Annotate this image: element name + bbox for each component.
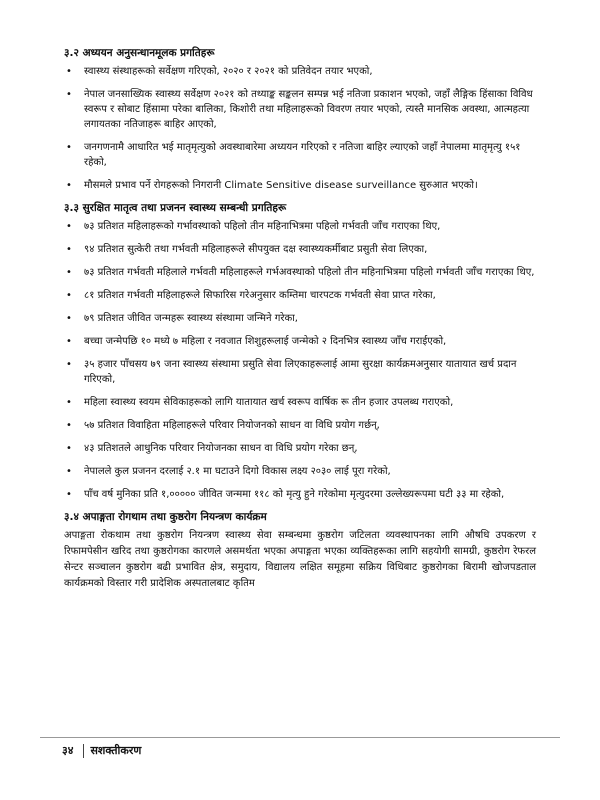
- bullet-icon: •: [66, 397, 72, 408]
- list-item-text: महिला स्वास्थ्य स्वयम सेविकाहरूको लागि यातायात खर्च स्वरूप वार्षिक रू तीन हजार उपलब्ध गराएको,: [84, 397, 454, 408]
- bullet-icon: •: [66, 142, 72, 153]
- list-item: [66, 464, 536, 479]
- footer-label: सशक्तीकरण: [90, 744, 142, 757]
- bullet-list: [66, 219, 536, 502]
- list-item-text: बच्चा जन्मेपछि १० मध्ये ७ महिला र नवजात शिशुहरूलाई जन्मेको २ दिनभित्र स्वास्थ्य जाँच गराईएको,: [84, 336, 447, 347]
- bullet-list: [66, 64, 536, 193]
- list-item: [66, 395, 536, 410]
- list-item-text: ९४ प्रतिशत सुत्केरी तथा गर्भवती महिलाहरूले सीपयुक्त दक्ष स्वास्थ्यकर्मीबाट प्रसुती सेवा लिएका,: [84, 244, 428, 255]
- bullet-icon: •: [66, 244, 72, 255]
- bullet-icon: •: [66, 221, 72, 232]
- bullet-icon: •: [66, 489, 72, 500]
- bullet-icon: •: [66, 180, 72, 191]
- bullet-icon: •: [66, 443, 72, 454]
- list-item: [66, 64, 536, 79]
- list-item-text: मौसमले प्रभाव पर्ने रोगहरूको निगरानी Climate Sensitive disease surveillance सुरुआत भएको।: [84, 180, 478, 191]
- list-item: [66, 487, 536, 502]
- footer-separator: [83, 744, 84, 758]
- list-item-text: ४३ प्रतिशतले आधुनिक परिवार नियोजनका साधन वा विधि प्रयोग गरेका छन्,: [84, 443, 358, 454]
- list-item: [66, 441, 536, 456]
- list-item: [66, 357, 536, 387]
- list-item-text: जनगणनामै आधारित भई मातृमृत्युको अवस्थाबारेमा अध्ययन गरिएको र नतिजा बाहिर ल्याएको जहाँ नेपालमा मातृमृत्यु १५१ रहेको,: [84, 142, 521, 168]
- list-item: [66, 334, 536, 349]
- list-item: [66, 87, 536, 132]
- list-item-text: ७३ प्रतिशत महिलाहरूको गर्भावस्थाको पहिलो तीन महिनाभित्रमा पहिलो गर्भवती जाँच गराएका थिए,: [84, 221, 441, 232]
- bullet-icon: •: [66, 89, 72, 100]
- page-footer: [62, 743, 141, 758]
- bullet-icon: •: [66, 420, 72, 431]
- bullet-icon: •: [66, 66, 72, 77]
- bullet-icon: •: [66, 359, 72, 370]
- bullet-icon: •: [66, 290, 72, 301]
- section-heading: ३.४ अपाङ्गता रोगथाम तथा कुष्ठरोग नियन्त्रण कार्यक्रम: [64, 511, 267, 523]
- bullet-icon: •: [66, 313, 72, 324]
- list-item-text: स्वास्थ्य संस्थाहरूको सर्वेक्षण गरिएको, २०२० र २०२१ को प्रतिवेदन तयार भएको,: [84, 66, 373, 77]
- bullet-icon: •: [66, 466, 72, 477]
- bullet-icon: •: [66, 336, 72, 347]
- list-item: [66, 219, 536, 234]
- bullet-icon: •: [66, 267, 72, 278]
- section-3-4: [66, 510, 536, 592]
- list-item-text: ५७ प्रतिशत विवाहिता महिलाहरूले परिवार नियोजनको साधन वा विधि प्रयोग गर्छन्,: [84, 420, 380, 431]
- section-heading: ३.२ अध्ययन अनुसन्धानमूलक प्रगतिहरू: [64, 47, 215, 59]
- list-item: [66, 140, 536, 170]
- list-item: [66, 178, 536, 193]
- list-item: [66, 288, 536, 303]
- list-item-text: पाँच वर्ष मुनिका प्रति १,००००० जीवित जन्ममा ११८ को मृत्यु हुने गरेकोमा मृत्युदरमा उल्लेख्यरूपमा घटी ३३ मा रहेको,: [84, 489, 505, 500]
- list-item-text: ३५ हजार पाँचसय ७९ जना स्वास्थ्य संस्थामा प्रसुति सेवा लिएकाहरूलाई आमा सुरक्षा कार्यक्रमअनुसार यातायात खर्च प्रदान गरिएको,: [84, 359, 517, 385]
- section-3-2: [66, 46, 536, 193]
- page-content: [66, 46, 536, 592]
- list-item-text: ८१ प्रतिशत गर्भवती महिलाहरूले सिफारिस गरेअनुसार कम्तिमा चारपटक गर्भवती सेवा प्राप्त गरेका,: [84, 290, 436, 301]
- section-3-3: [66, 201, 536, 502]
- list-item-text: नेपालले कुल प्रजनन दरलाई २.१ मा घटाउने दिगो विकास लक्ष्य २०३० लाई पूरा गरेको,: [84, 466, 391, 477]
- list-item: [66, 311, 536, 326]
- list-item: [66, 242, 536, 257]
- footer-divider: [40, 737, 560, 738]
- section-heading: ३.३ सुरक्षित मातृत्व तथा प्रजनन स्वास्थ्य सम्बन्धी प्रगतिहरू: [64, 202, 287, 214]
- list-item-text: ७३ प्रतिशत गर्भवती महिलाले गर्भवती महिलाहरूले गर्भअवस्थाको पहिलो तीन महिनाभित्रमा पहिलो गर्भवती जाँच गराएका थिए,: [84, 267, 535, 278]
- section-paragraph: अपाङ्गता रोकथाम तथा कुष्ठरोग नियन्त्रण स्वास्थ्य सेवा सम्बन्धमा कुष्ठरोग जटिलता व्यवस्थापनका लागि औषधि उपकरण र रिफामपेसीन खरिद तथा कुष्ठरोगका कारणले असमर्थता भएका अपाङ्गता भएका व्यक्तिहरूका लागि सहयोगी सामग्री, कुष्ठरोग रेफरल सेन्टर सञ्चालन कुष्ठरोग बढी प्रभावित क्षेत्र, समुदाय, विद्यालय लक्षित समूहमा सक्रिय विधिबाट कुष्ठरोगका बिरामी खोजपडताल कार्यक्रमको विस्तार गरी प्रादेशिक अस्पतालबाट कृतिम: [64, 530, 536, 589]
- list-item: [66, 265, 536, 280]
- list-item-text: नेपाल जनसाख्यिक स्वास्थ्य सर्वेक्षण २०२१ को तथ्याङ्क सङ्कलन सम्पन्न भई नतिजा प्रकाशन भएको, जहाँ लैङ्गिक हिंसाका विविध स्वरूप र सोबाट हिंसामा परेका बालिका, किशोरी तथा महिलाहरूको विवरण तयार भएको, त्यस्तै मानसिक अवस्था, आत्महत्या लगायतका नतिजाहरू बाहिर आएको,: [84, 89, 533, 130]
- page-number: ३४: [62, 744, 74, 757]
- list-item: [66, 418, 536, 433]
- list-item-text: ७९ प्रतिशत जीवित जन्महरू स्वास्थ्य संस्थामा जन्मिने गरेका,: [84, 313, 298, 324]
